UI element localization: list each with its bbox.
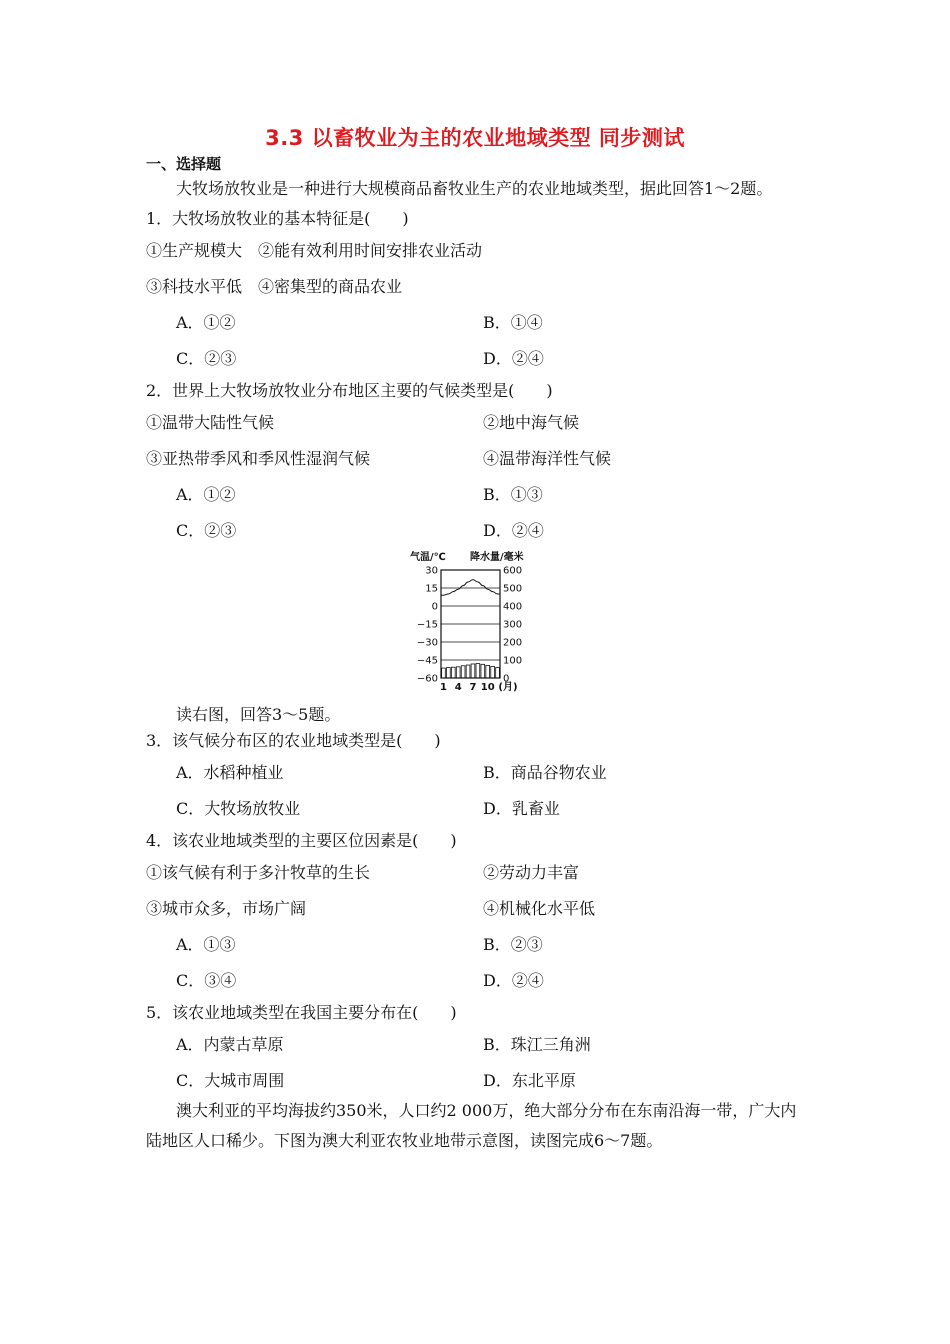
- chart-left-tick-label: 30: [425, 565, 438, 577]
- precipitation-bar: [451, 667, 455, 678]
- chart-left-tick-label: 15: [425, 583, 438, 595]
- question-2-statement-4: ④温带海洋性气候: [483, 449, 612, 468]
- chart-left-tick-label: 0: [431, 601, 438, 613]
- question-1-statement-2: ③科技水平低 ④密集型的商品农业: [146, 277, 403, 296]
- chart-right-tick-label: 600: [503, 565, 523, 577]
- question-3-option-a: A．水稻种植业: [176, 763, 284, 782]
- question-2-statement-3: ③亚热带季风和季风性湿润气候: [146, 449, 371, 468]
- question-2-option-a: A．①②: [176, 485, 236, 504]
- precipitation-bar: [496, 668, 500, 678]
- chart-x-unit-label: (月): [498, 682, 518, 693]
- climate-chart: [408, 548, 548, 698]
- precipitation-bar: [471, 664, 475, 678]
- chart-right-tick-label: 500: [503, 583, 523, 595]
- question-1-stem: 1．大牧场放牧业的基本特征是( ): [146, 209, 409, 228]
- question-4-statement-3: ③城市众多，市场广阔: [146, 899, 307, 918]
- precipitation-bar: [461, 666, 465, 678]
- question-1-statement-1: ①生产规模大 ②能有效利用时间安排农业活动: [146, 241, 483, 260]
- question-2-option-d: D．②④: [483, 521, 544, 540]
- question-3-stem: 3．该气候分布区的农业地域类型是( ): [146, 731, 441, 750]
- intro-paragraph-3: 澳大利亚的平均海拔约350米，人口约2 000万，绝大部分分布在东南沿海一带，广大内陆地区人口稀少。下图为澳大利亚农牧业地带示意图，读图完成6～7题。: [146, 1101, 797, 1150]
- question-5-option-a: A．内蒙古草原: [176, 1035, 284, 1054]
- precipitation-bar: [476, 664, 480, 678]
- precipitation-bar: [481, 664, 485, 678]
- section-heading: 一、选择题: [146, 155, 222, 173]
- question-1-option-c: C．②③: [176, 349, 237, 368]
- precipitation-bar: [442, 668, 446, 678]
- question-2-option-c: C．②③: [176, 521, 237, 540]
- chart-x-tick-label: 7: [469, 682, 477, 693]
- question-2-statement-1: ①温带大陆性气候: [146, 413, 275, 432]
- intro-paragraph-1: 大牧场放牧业是一种进行大规模商品畜牧业生产的农业地域类型，据此回答1～2题。: [176, 179, 773, 198]
- question-1-option-b: B．①④: [483, 313, 543, 332]
- question-2-option-b: B．①③: [483, 485, 543, 504]
- precipitation-bar: [491, 666, 495, 678]
- chart-right-tick-label: 400: [503, 601, 523, 613]
- chart-left-tick-label: −45: [416, 655, 438, 667]
- question-4-option-a: A．①③: [176, 935, 236, 954]
- precipitation-bar: [466, 665, 470, 678]
- chart-x-tick-label: 4: [454, 682, 462, 693]
- chart-left-tick-label: −15: [416, 619, 438, 631]
- question-4-stem: 4．该农业地域类型的主要区位因素是( ): [146, 831, 457, 850]
- question-1-option-d: D．②④: [483, 349, 544, 368]
- question-1-option-a: A．①②: [176, 313, 236, 332]
- question-4-statement-4: ④机械化水平低: [483, 899, 596, 918]
- question-5-option-d: D．东北平原: [483, 1071, 576, 1090]
- question-2-statement-2: ②地中海气候: [483, 413, 580, 432]
- intro-paragraph-2: 读右图，回答3～5题。: [176, 705, 341, 724]
- question-3-option-c: C．大牧场放牧业: [176, 799, 301, 818]
- question-3-option-b: B．商品谷物农业: [483, 763, 607, 782]
- question-5-stem: 5．该农业地域类型在我国主要分布在( ): [146, 1003, 457, 1022]
- question-4-statement-2: ②劳动力丰富: [483, 863, 580, 882]
- question-4-option-d: D．②④: [483, 971, 544, 990]
- question-4-statement-1: ①该气候有利于多汁牧草的生长: [146, 863, 371, 882]
- chart-left-tick-label: −30: [416, 637, 438, 649]
- temperature-line: [441, 580, 500, 596]
- chart-right-tick-label: 200: [503, 637, 523, 649]
- chart-left-tick-label: −60: [416, 673, 438, 685]
- question-3-option-d: D．乳畜业: [483, 799, 560, 818]
- precipitation-bar: [447, 668, 451, 678]
- precipitation-bar: [486, 665, 490, 678]
- question-4-option-c: C．③④: [176, 971, 237, 990]
- page-title: 3.3 以畜牧业为主的农业地域类型 同步测试: [265, 126, 685, 150]
- chart-x-tick-label: 10: [480, 682, 495, 693]
- precipitation-bar: [456, 667, 460, 678]
- question-2-stem: 2．世界上大牧场放牧业分布地区主要的气候类型是( ): [146, 381, 553, 400]
- chart-right-tick-label: 0: [503, 673, 510, 685]
- chart-x-tick-label: 1: [439, 682, 447, 693]
- chart-right-axis-label: 降水量/毫米: [470, 552, 524, 563]
- question-5-option-c: C．大城市周围: [176, 1071, 285, 1090]
- chart-left-axis-label: 气温/℃: [410, 552, 446, 563]
- chart-right-tick-label: 300: [503, 619, 523, 631]
- question-4-option-b: B．②③: [483, 935, 543, 954]
- chart-right-tick-label: 100: [503, 655, 523, 667]
- question-5-option-b: B．珠江三角洲: [483, 1035, 591, 1054]
